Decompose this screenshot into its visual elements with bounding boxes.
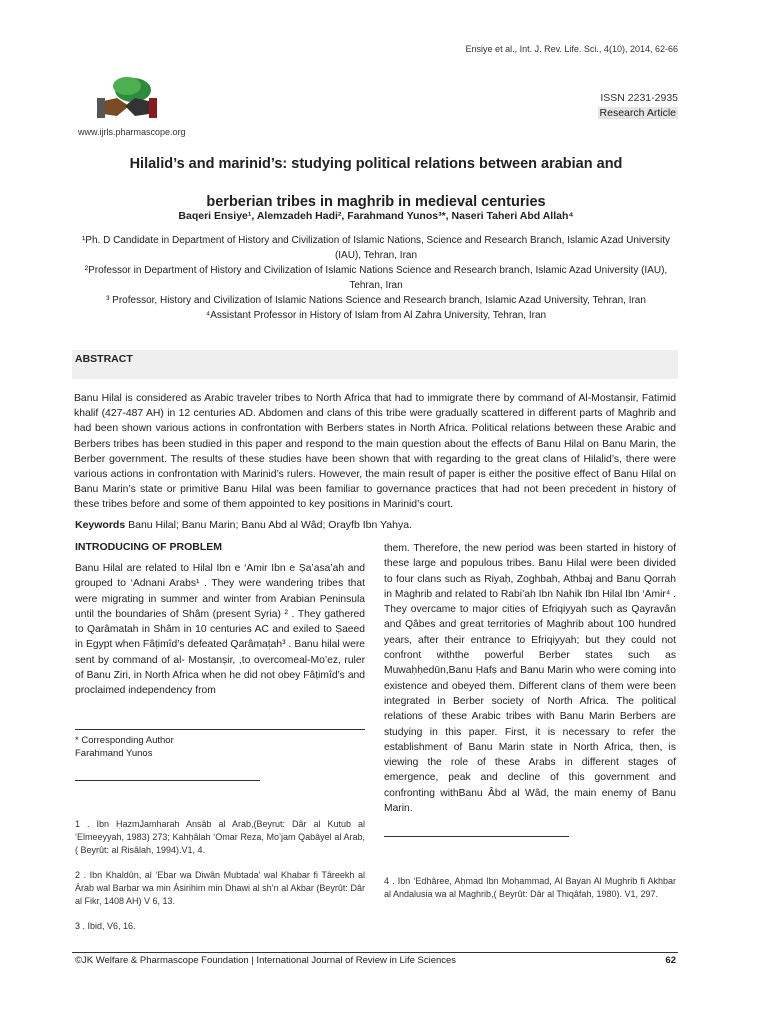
- site-url[interactable]: www.ijrls.pharmascope.org: [78, 127, 186, 137]
- left-column: [75, 541, 365, 945]
- footer-text: ©JK Welfare & Pharmascope Foundation | International Journal of Review in Life Sciences: [75, 955, 457, 966]
- abstract-heading: ABSTRACT: [75, 353, 133, 365]
- abstract-section: [72, 350, 678, 515]
- author-list: Baqeri Ensiye¹, Alemzadeh Hadi², Farahmand Yunos³*, Naseri Taheri Abd Allah⁴: [178, 210, 574, 222]
- issn: ISSN 2231-2935: [600, 92, 678, 104]
- footnote-1: 1 . Ibn ḤazmJamharah Ansâb al Arab,(Beyrut: Dâr al Kutub al ‘Elmeeyyah, 1983) 273; Kahḥâlah ‘Omar Reza, Mo’jam Qabâyel al Arab, ( Beyrût: al Risâlah, 1994).V1, 4.: [75, 818, 365, 855]
- footnotes-left: [75, 818, 365, 933]
- keywords: [75, 519, 412, 531]
- article-type-badge: Research Article: [599, 107, 676, 119]
- right-column-text: them. Therefore, the new period was been started in history of these large and populous tribes. Banu Hilal were been divided to four clans such as Riyaḥ, Zoghbah, Athbaj and Banu Qorrah in Maghrib and related to Rabi’ah Ibn Nahik Ibn Hilal Ibn ‘Amir⁴ . They overcame to major cities of Efriqiyyah such as Qayravân and Qâbes and great territories of Maghrib about 100 hundred years, after their entrance to Efriqiyyah; but they could not confront withthe powerful Berber states such as Muwaḥḥedūn,Banu Ḥafṣ and Banu Marin who were coming into existence and obeyed them. Different clans of them were been integrated in Berber society of North Africa. The political relations of these Arabic tribes with Banu Marin Berbers are studying in this paper. First, it is necessary to refer the establishment of Banu Marin state in North Africa, then, is viewing the role of these Arabs in different stages of emergence, peak and decline of this government and confronting withBanu Âbd al Wâd, the main enemy of Banu Marin.: [384, 543, 676, 815]
- corresponding-name: Farahmand Yunos: [75, 747, 153, 759]
- section-heading: INTRODUCING OF PROBLEM: [75, 541, 222, 553]
- affiliation-1: ¹Ph. D Candidate in Department of History and Civilization of Islamic Nations, Science and Research Branch, Islamic Azad University (IAU), Tehran, Iran: [81, 235, 671, 261]
- keywords-label: Keywords: [75, 519, 126, 531]
- left-column-text: Banu Hilal are related to Hilal Ibn e ‘Amir Ibn e Ṣa’asa’ah and grouped to ‘Adnani Arabs¹ . They were wandering tribes that were migrating in summer and winter from Arabian Peninsula until the boundaries of Shâm (present Syria) ² . They gathered to Qarâmatah in Shâm in 10 centuries AC and exiled to Ṣaeed in Egypt when Fâṭimîd’s defeated Qarâmaṭah³ . Banu hilal were sent by command of al- Mostanṣir, ,to overcomeal-Mo’ez, ruler of Banu Ziri, in North Africa when he did not obey Fâṭimîd’s and proclaimed independency from: [75, 563, 365, 697]
- affiliation-3: ³ Professor, History and Civilization of Islamic Nations Science and Research branch, Islamic Azad University, Tehran, Iran: [106, 295, 646, 306]
- title-line-1: Hilalid’s and marinid’s: studying political relations between arabian and: [129, 156, 623, 172]
- footnote-2: 2 . Ibn Khaldûn, al ‘Ebar wa Diwân Mubtada’ wal Khabar fi Târeekh al Árab wal Barbar wa min Ásirihim min Dhawi al sh’n al Akbar (Beyrût: Dâr al Fikr, 1408 AH) V 6, 13.: [75, 869, 365, 906]
- footnote-3: 3 . Ibid, V6, 16.: [75, 920, 136, 931]
- affiliation-4: ⁴Assistant Professor in History of Islam from Al Zahra University, Tehran, Iran: [205, 310, 547, 321]
- footnote-divider-right: [384, 836, 569, 837]
- footer-divider: [72, 952, 678, 953]
- footnote-4: 4 . Ibn ‘Edhâree, Aḥmad Ibn Moḥammad, Al Bayan Al Mughrib fi Akhbar al Andalusia wa al Maghrib,( Beyrût: Dâr al Thiqâfah, 1980). V1, 297.: [384, 876, 676, 900]
- footnote-divider: [75, 780, 260, 781]
- affiliation-2: ²Professor in Department of History and Civilization of Islamic Nations Science and Research branch, Islamic Azad University (IAU), Tehran, Iran: [84, 265, 668, 291]
- corresponding-author: [75, 729, 365, 760]
- running-head: Ensiye et al., Int. J. Rev. Life. Sci., 4(10), 2014, 62-66: [465, 44, 678, 54]
- journal-logo: [95, 72, 159, 128]
- keywords-text: Banu Hilal; Banu Marin; Banu Abd al Wâd; Orayfb Ibn Yahya.: [125, 519, 412, 531]
- right-column: [384, 541, 676, 913]
- page-number: 62: [665, 955, 676, 966]
- title-line-2: berberian tribes in maghrib in medieval centuries: [206, 194, 546, 210]
- abstract-body: Banu Hilal is considered as Arabic traveler tribes to North Africa that had to immigrate there by command of Al-Mostanṣir, Fatimid khalif (427-487 AH) in 12 centuries AD. Abdomen and clans of this tribe were gradually scattered in different parts of Maghrib and had been shown various actions in confrontation with Berbers states in North Africa. Political relations between these Arabic and Berbers tribes has been studied in this paper and respond to the main question about the effects of Banu Hilal on Banu Marin, the Berber government. The results of these studies have been shown that with regarding to the great clans of Hilalid’s, there were various actions in confrontation with Marinid’s rulers. However, the main result of paper is either the positive effect of Banu Hilal on Banu Marin’s state or primitive Banu Hilal was been familiar to governance practices that had not been precedent in history of these tribes before and some of them appointed to key positions in Marinid’s court.: [72, 379, 678, 515]
- affiliations: [80, 233, 672, 323]
- footnotes-right: [384, 875, 676, 901]
- corresponding-label: * Corresponding Author: [75, 734, 174, 746]
